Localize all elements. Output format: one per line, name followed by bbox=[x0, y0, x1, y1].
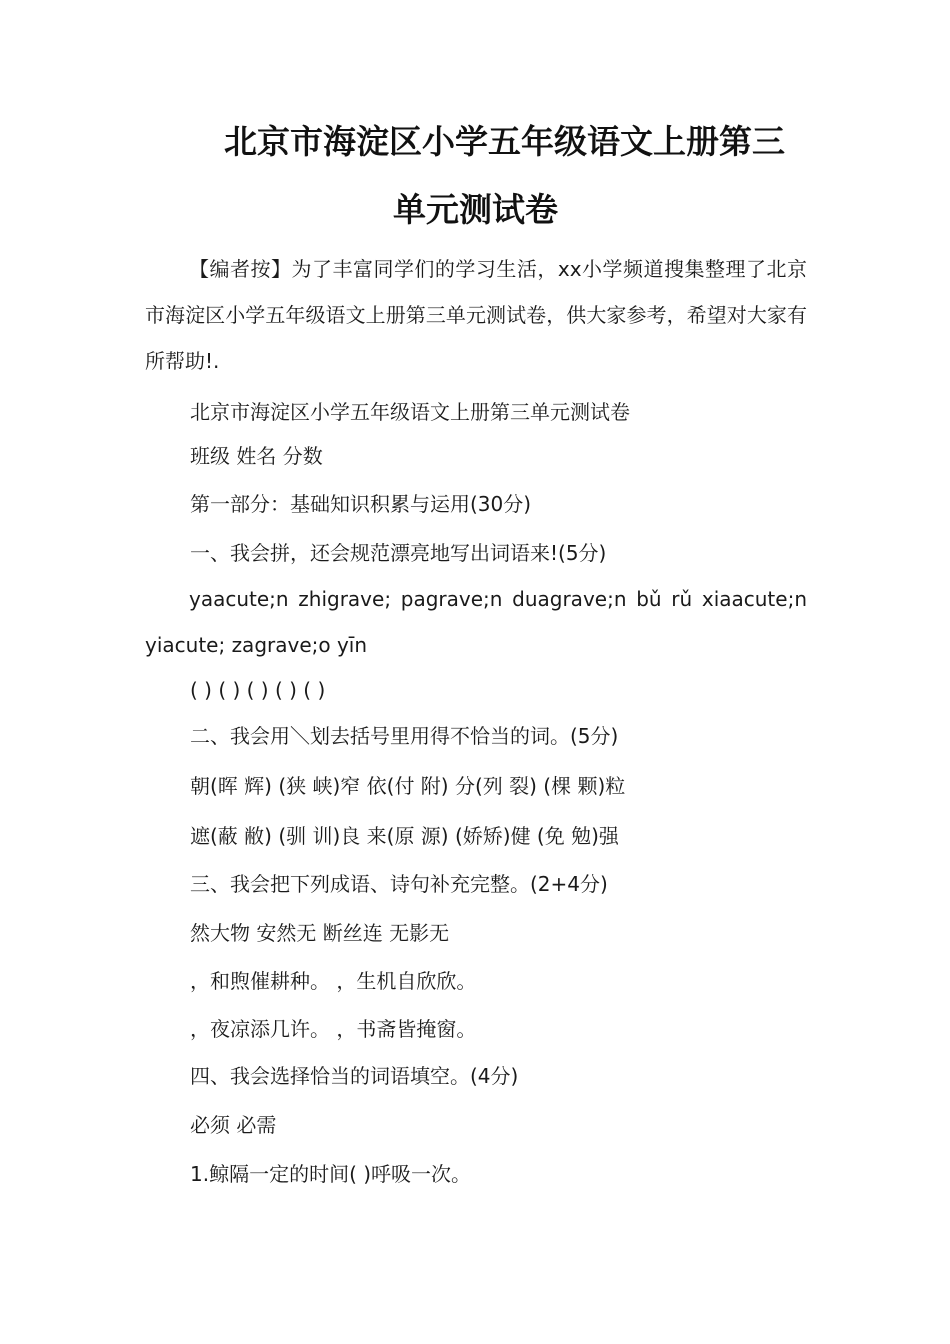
question-three-heading: 三、我会把下列成语、诗句补充完整。(2+4分) bbox=[190, 872, 608, 896]
question-one-blanks: ( ) ( ) ( ) ( ) ( ) bbox=[190, 678, 326, 702]
question-four-options: 必须 必需 bbox=[190, 1113, 277, 1137]
question-two-row-1: 朝(晖 辉) (狭 峡)窄 依(付 附) 分(列 裂) (棵 颗)粒 bbox=[190, 774, 626, 798]
question-one-heading: 一、我会拼，还会规范漂亮地写出词语来!(5分) bbox=[190, 541, 607, 565]
editor-note-paragraph: 【编者按】为了丰富同学们的学习生活，xx小学频道搜集整理了北京市海淀区小学五年级语文上册第三单元测试卷，供大家参考，希望对大家有所帮助!. bbox=[145, 257, 807, 373]
question-one-pinyin: yaacute;n zhigrave; pagrave;n duagrave;n bǔ rǔ xiaacute;n yiacute; zagrave;o yīn bbox=[145, 587, 807, 657]
question-four-heading: 四、我会选择恰当的词语填空。(4分) bbox=[190, 1064, 519, 1088]
question-two-heading: 二、我会用＼划去括号里用得不恰当的词。(5分) bbox=[190, 724, 619, 748]
document-title-line-1: 北京市海淀区小学五年级语文上册第三 bbox=[224, 122, 785, 161]
question-two-row-2: 遮(蔽 敝) (驯 训)良 来(原 源) (娇矫)健 (免 勉)强 bbox=[190, 824, 619, 848]
question-three-row-2: ，和煦催耕种。 ，生机自欣欣。 bbox=[190, 969, 477, 993]
subtitle-line: 北京市海淀区小学五年级语文上册第三单元测试卷 bbox=[190, 400, 630, 424]
document-title-line-2: 单元测试卷 bbox=[393, 190, 558, 229]
question-three-row-3: ，夜凉添几许。 ，书斋皆掩窗。 bbox=[190, 1017, 477, 1041]
question-four-item-1: 1.鲸隔一定的时间( )呼吸一次。 bbox=[190, 1162, 472, 1186]
part-one-heading: 第一部分：基础知识积累与运用(30分) bbox=[190, 492, 532, 516]
question-three-row-1: 然大物 安然无 断丝连 无影无 bbox=[190, 921, 450, 945]
class-info-line: 班级 姓名 分数 bbox=[190, 444, 323, 468]
